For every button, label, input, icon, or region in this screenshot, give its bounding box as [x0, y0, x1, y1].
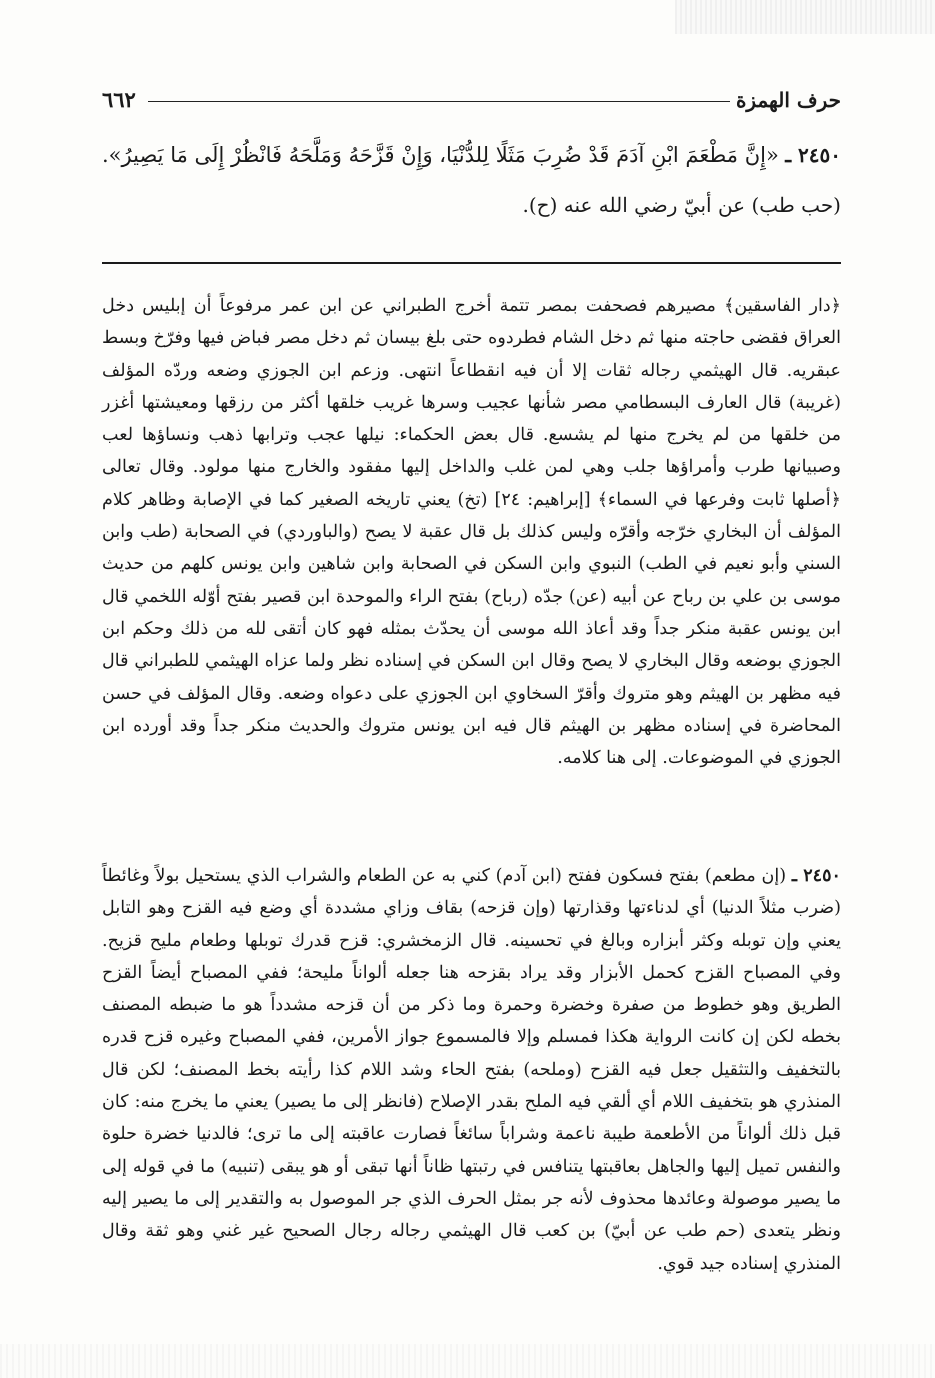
commentary-number: ٢٤٥٠ ـ: [791, 865, 841, 886]
hadith-quote: «إِنَّ مَطْعَمَ ابْنِ آدَمَ قَدْ ضُرِبَ مَثَلًا لِلدُّنْيَا، وَإِنْ قَزَّحَهُ وَمَلَّحَهُ فَانْظُرْ إِلَى مَا يَصِيرُ».: [102, 143, 779, 167]
running-header: [102, 74, 841, 110]
commentary-main: [102, 860, 841, 1280]
hadith-attribution: (حب طب) عن أبيّ رضي الله عنه (ح).: [522, 193, 841, 217]
hadith-text: [102, 130, 841, 230]
scan-edge-top: [675, 0, 935, 34]
footnote-divider: [102, 262, 841, 264]
commentary-main-paragraph: [102, 860, 841, 1280]
commentary-main-text: (إن مطعم) بفتح فسكون ففتح (ابن آدم) كني به عن الطعام والشراب الذي يستحيل بولاً وغائطاً (ضرب مثلاً الدنيا) أي لدناءتها وقذارتها (وإن قزحه) بقاف وزاي مشددة أي وضع فيه القزح وهو التابل يعني وإن توبله وكثر أبزاره وبالغ في تحسينه. قال الزمخشري: قزح قدرك توبلها وطعام مليح قزيح. وفي المصباح القزح كحمل الأبزار وقد يراد بقزحه هنا جعله ألواناً مليحة؛ ففي المصباح أيضاً القزح الطريق وهو خطوط من صفرة وخضرة وحمرة وما ذكر من أن قزحه مشدداً هو ما ضبطه المصنف بخطه لكن إن كانت الرواية هكذا فمسلم وإلا فالمسموع جواز الأمرين، ففي المصباح وغيره قزح قدره بالتخفيف والتثقيل جعل فيه القزح (وملحه) بفتح الحاء وشد اللام كذا رأيته بخط المصنف؛ لكن قال المنذري هو بتخفيف اللام أي ألقي فيه الملح بقدر الإصلاح (فانظر إلى ما يصير) يعني ما يخرج منه: كان قبل ذلك ألواناً من الأطعمة طيبة ناعمة وشراباً سائغاً فصارت عاقبته إلى ما ترى؛ فالدنيا خضرة حلوة والنفس تميل إليها والجاهل بعاقبتها يتنافس في رتبتها ظاناً أنها تبقى أو هو يبقى (تنبيه) ما في قوله إلى ما يصير موصولة وعائدها محذوف لأنه جر بمثل الحرف الذي جر الموصول به والتقدير إلى ما يصير إليه ونظر يتعدى (حم طب عن أبيّ) بن كعب قال الهيثمي رجاله رجال الصحيح غير غني وهو ثقة وقال المنذري إسناده جيد قوي.: [102, 866, 841, 1274]
commentary-previous: [102, 290, 841, 774]
hadith-number: ٢٤٥٠ ـ: [785, 143, 841, 167]
commentary-previous-text: ﴿دار الفاسقين﴾ مصيرهم فصحفت بمصر تتمة أخرج الطبراني عن ابن عمر مرفوعاً أن إبليس دخل العراق فقضى حاجته منها ثم دخل الشام فطردوه حتى بلغ بيسان ثم دخل مصر فباض فيها وفرّخ وبسط عبقريه. قال الهيثمي رجاله ثقات إلا أن فيه انقطاعاً انتهى. وزعم ابن الجوزي وضعه وردّه المؤلف (غريبة) قال العارف البسطامي مصر شأنها عجيب وسرها غريب خلقها أكثر من رزقها ومعيشتها أغزر من خلقها من لم يخرج منها لم يشسع. قال بعض الحكماء: نيلها عجب وترابها ذهب ونساؤها لعب وصبيانها طرب وأمراؤها جلب وهي لمن غلب والداخل إليها مفقود والخارج منها مولود. وقال تعالى ﴿أصلها ثابت وفرعها في السماء﴾ [إبراهيم: ٢٤] (تخ) يعني تاريخه الصغير كما في الإصابة وظاهر كلام المؤلف أن البخاري خرّجه وأقرّه وليس كذلك بل قال عقبة لا يصح (والباوردي) في الصحابة (طب وابن السني وأبو نعيم في الطب) النبوي وابن السكن في الصحابة وابن شاهين وابن يونس كلهم من حديث موسى بن علي بن رباح عن أبيه (عن) جدّه (رباح) بفتح الراء والموحدة ابن قصير بفتح أوّله اللخمي قال ابن يونس عقبة منكر جداً وقد أعاذ الله موسى أن يحدّث بمثله فهو كان أتقى لله من ذلك وحكم ابن الجوزي بوضعه وقال البخاري لا يصح وقال ابن السكن في إسناده نظر ولما عزاه الهيثمي للطبراني قال فيه مظهر بن الهيثم وهو متروك وأقرّ السخاوي ابن الجوزي على دعواه وضعه. وقال المؤلف في حسن المحاضرة في إسناده مظهر بن الهيثم قال فيه ابن يونس متروك والحديث منكر جداً وقد أورده ابن الجوزي في الموضوعات. إلى هنا كلامه.: [102, 296, 841, 769]
page-number: ٦٦٢: [102, 87, 136, 112]
header-rule: [148, 101, 730, 102]
scan-edge-bottom: [0, 1344, 935, 1378]
chapter-title: حرف الهمزة: [735, 88, 841, 112]
